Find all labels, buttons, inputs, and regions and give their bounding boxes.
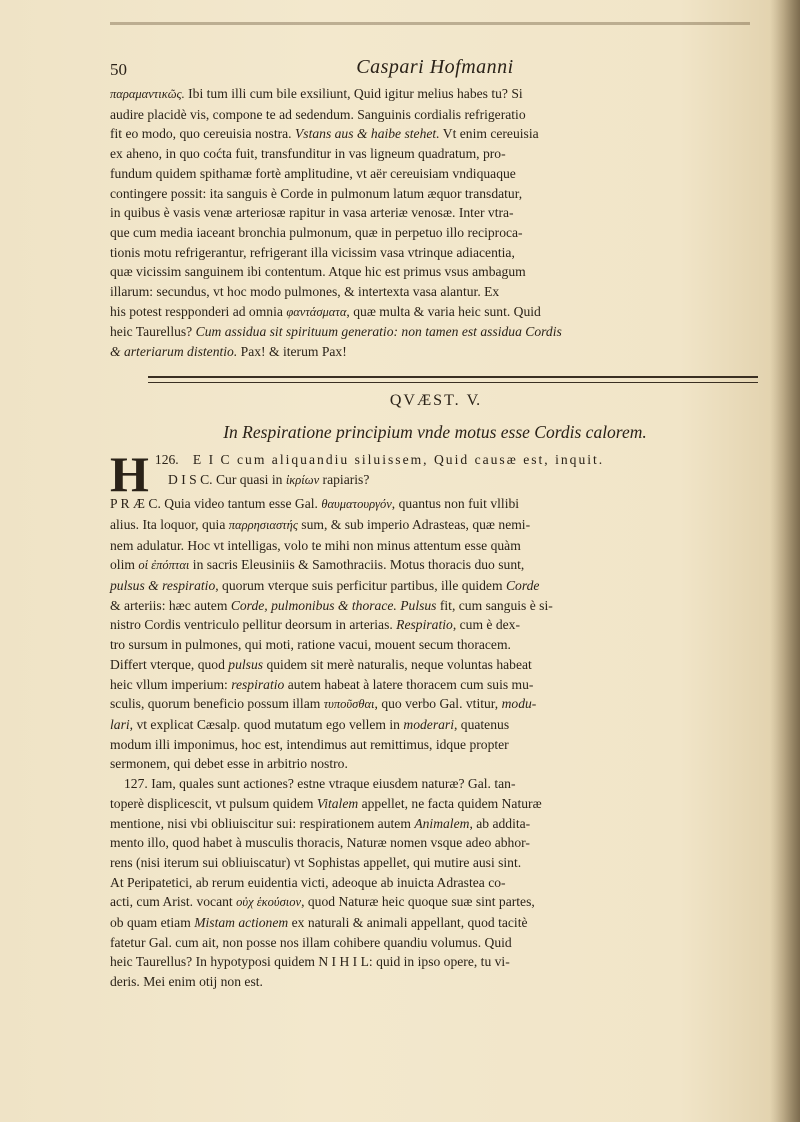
top-rule xyxy=(110,22,750,25)
text-line: ex aheno, in quo coćta fuit, transfunditur in vas ligneum quadratum, pro- xyxy=(110,146,506,162)
text-line: παραμαντικῶς. Ibi tum illi cum bile exsiliunt, Quid igitur melius habes tu? Si xyxy=(110,86,523,101)
text-line: que cum media iaceant bronchia pulmonum, quæ in perpetuo illo reciproca- xyxy=(110,224,523,240)
paragraph-block-2 xyxy=(110,446,760,774)
text-line: P R Æ C. Quia video tantum esse Gal. θαυματουργόν, quantus non fuit vllibi xyxy=(110,496,520,512)
paragraph-block-3 xyxy=(110,774,760,992)
text-line: heic vllum imperium: respiratio autem habeat à latere thoracem cum suis mu- xyxy=(110,676,534,692)
page-number: 50 xyxy=(110,60,127,79)
text-line: 126. H E I C cum aliquandiu siluissem, Quid causæ est, inquit. xyxy=(110,446,605,503)
text-line: tionis motu refrigerantur, refrigerant illa vicissim vasa vtrinque adiacentia, xyxy=(110,244,515,260)
section-subtitle: In Respiratione principium vnde motus esse Cordis calorem. xyxy=(223,421,647,442)
text-line: fundum quidem spithamæ fortè amplitudine, vt aër cereuisiam vndiquaque xyxy=(110,165,516,181)
text-line: sculis, quorum beneficio possum illam τυποῦσθαι, quo verbo Gal. vtitur, modu- xyxy=(110,696,537,712)
text-line: mento illo, quod habet à musculis thoracis, Naturæ nomen vsque adeo abhor- xyxy=(110,835,530,851)
text-line: fatetur Gal. cum ait, non posse nos illam cohibere quandiu volumus. Quid xyxy=(110,934,512,950)
quaestio-heading: QVÆST. V. xyxy=(389,391,481,409)
text-line: tro sursum in pulmones, qui moti, ratione vacui, mouent secum thoracem. xyxy=(110,637,511,653)
text-line: illarum: secundus, vt hoc modo pulmones, & intertexta vasa alantur. Ex xyxy=(110,284,500,300)
text-line: deris. Mei enim otij non est. xyxy=(110,974,263,990)
text-line: quæ vicissim sanguinem ibi contentum. Atque hic est primus vsus ambagum xyxy=(110,264,526,280)
text-line: Differt vterque, quod pulsus quidem sit merè naturalis, neque voluntas habeat xyxy=(110,656,532,672)
text-line: 127. Iam, quales sunt actiones? estne vtraque eiusdem naturæ? Gal. tan- xyxy=(124,776,516,792)
text-line: toperè displicescit, vt pulsum quidem Vitalem appellet, ne facta quidem Naturæ xyxy=(110,795,542,811)
section-divider xyxy=(148,376,758,383)
section-number: 126. xyxy=(154,452,179,468)
text-body xyxy=(110,58,760,992)
text-line: fit eo modo, quo cereuisia nostra. Vstans aus & haibe stehet. Vt enim cereuisia xyxy=(110,126,539,142)
text-line: rens (nisi iterum sui obliuiscatur) vt Sophistas appellet, qui mutire ausi sint. xyxy=(110,854,522,870)
text-line: alius. Ita loquor, quia παρρησιαστής sum, & sub imperio Adrasteas, quæ nemi- xyxy=(110,516,531,532)
text-line: olim οἱ ἐπόπται in sacris Eleusiniis & Samothraciis. Motus thoracis duo sunt, xyxy=(110,557,525,573)
greek-word: παραμαντικῶς. xyxy=(110,87,185,101)
text-line: pulsus & respiratio, quorum vterque suis perficitur partibus, ille quidem Corde xyxy=(110,578,540,594)
page-edge-shadow xyxy=(770,0,800,1122)
text-line: At Peripatetici, ab rerum euidentia victi, adeoque ab inuicta Adrastea co- xyxy=(110,874,506,890)
text-line: audire placidè vis, compone te ad sedendum. Sanguinis cordialis refrigeratio xyxy=(110,106,526,122)
text-line: heic Taurellus? Cum assidua sit spirituum generatio: non tamen est assidua Cordis xyxy=(110,324,562,340)
text-line: ob quam etiam Mistam actionem ex naturali & animali appellant, quod tacitè xyxy=(110,915,528,931)
text-line: modum illi imponimus, hoc est, intendimus aut remittimus, idque propter xyxy=(110,736,509,752)
text-line: nistro Cordis ventriculo pellitur deorsum in arterias. Respiratio, cum è dex- xyxy=(110,617,520,633)
text-line: & arteriarum distentio. Pax! & iterum Pax! xyxy=(110,344,347,360)
section-number: 127. xyxy=(124,776,148,792)
text-line: lari, vt explicat Cæsalp. quod mutatum ego vellem in moderari, quatenus xyxy=(110,716,510,732)
paragraph-block-1 xyxy=(110,84,760,362)
text-line: heic Taurellus? In hypotyposi quidem N I H I L: quid in ipso opere, tu vi- xyxy=(110,954,510,970)
text-line: in quibus è vasis venæ arteriosæ rapitur in vasa arteriæ venosæ. Inter vtra- xyxy=(110,205,514,221)
text-line: his potest respponderi ad omnia φαντάσματα, quæ multa & varia heic sunt. Quid xyxy=(110,303,541,319)
running-head: Caspari Hofmanni xyxy=(356,56,514,78)
text-line: acti, cum Arist. vocant οὐχ ἑκούσιον, quod Naturæ heic quoque suæ sint partes, xyxy=(110,894,535,910)
text-line: mentione, nisi vbi obliuiscitur sui: respirationem autem Animalem, ab addita- xyxy=(110,815,531,831)
text-line: nem adulatur. Hoc vt intelligas, volo te mihi non minus attentum esse quàm xyxy=(110,537,521,553)
drop-cap: H xyxy=(110,446,149,503)
page-header xyxy=(110,58,760,84)
text-line: & arteriis: hæc autem Corde, pulmonibus & thorace. Pulsus fit, cum sanguis è si- xyxy=(110,597,553,613)
text-line: contingere possit: ita sanguis è Corde in pulmonum latum æquor transdatur, xyxy=(110,185,523,201)
text-line: D I S C. Cur quasi in ἰκρίων rapiaris? xyxy=(168,471,370,487)
text-line: sermonem, qui debet esse in arbitrio nostro. xyxy=(110,756,348,772)
